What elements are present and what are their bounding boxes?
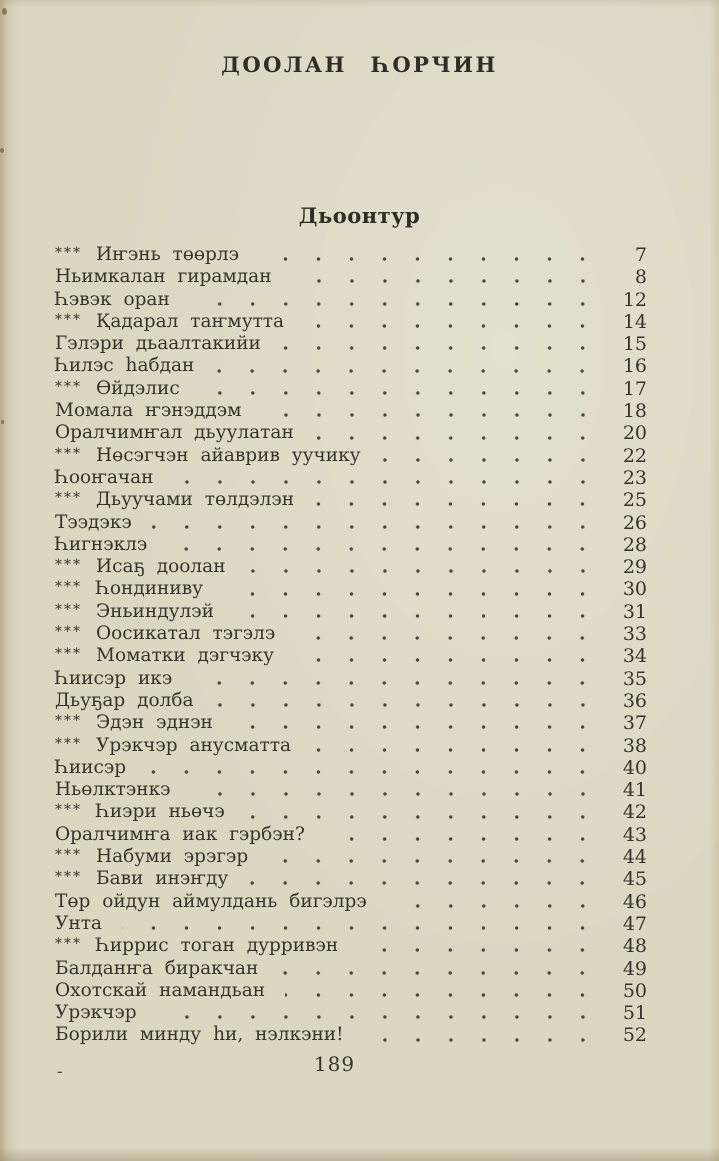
toc-entry-title: Балданҥа биракчан [55, 957, 259, 979]
dot-leader [295, 635, 599, 641]
dot-leader [259, 256, 599, 262]
toc-entry-title: Һооҥачан [55, 466, 154, 488]
toc-entry [55, 289, 647, 311]
toc-entry-stars: *** [55, 378, 82, 395]
toc-entry-page: 22 [622, 444, 647, 467]
toc-entry-title: Иҥэнь төөрлэ [96, 244, 240, 265]
toc-entry [55, 556, 647, 578]
toc-entry-title: Эдэн эднэн [96, 712, 213, 734]
toc-entry-title: Унта [55, 912, 102, 934]
toc-entry [55, 422, 647, 444]
toc-entry-page: 28 [622, 533, 647, 556]
toc-entry-title: Моматки дэгчэку [96, 645, 274, 667]
toc-entry [55, 244, 647, 266]
scan-speck [2, 8, 7, 15]
toc-entry-title: Урэкчэр [55, 1002, 137, 1024]
dot-leader [167, 546, 599, 552]
toc-entry-title: Оралчимҥал дьуулатан [55, 422, 294, 444]
dot-leader [157, 1014, 599, 1020]
toc-entry [55, 712, 647, 734]
toc-entry-title: Оралчимҥа иак гэрбэн? [55, 823, 305, 845]
toc-entry-page: 7 [634, 244, 647, 266]
footer-page-number: 189 [313, 1051, 356, 1076]
toc-entry-page: 14 [622, 310, 647, 333]
toc-entry-page: 25 [622, 489, 647, 512]
dot-leader [152, 524, 599, 530]
dot-leader [233, 724, 599, 730]
toc-entry-stars: *** [55, 311, 82, 328]
toc-entry-title: Һондиниву [96, 578, 204, 600]
dot-leader [381, 457, 599, 463]
toc-entry-title: Эньиндулэй [96, 600, 214, 622]
dot-leader [387, 903, 599, 909]
toc-entry-page: 26 [622, 511, 647, 534]
dot-leader [191, 791, 599, 797]
dot-leader [192, 680, 599, 686]
toc-entry-page: 50 [622, 979, 647, 1002]
dot-leader [248, 880, 599, 886]
toc-entry [55, 645, 647, 667]
toc-entry-page: 12 [622, 288, 647, 311]
toc-entry-page: 35 [622, 667, 647, 690]
toc-entry [55, 980, 647, 1002]
toc-entry-page: 42 [622, 801, 647, 824]
toc-entry [55, 601, 647, 623]
toc-entry-stars: *** [55, 245, 82, 261]
toc-entry-title: Набуми эрэгэр [96, 846, 249, 868]
toc-entry [55, 757, 647, 779]
dot-leader [190, 301, 599, 307]
dot-leader [358, 947, 599, 953]
toc-entry-page: 40 [622, 756, 647, 779]
toc-entry-title: Бави инэҥду [96, 868, 229, 890]
toc-entry-page: 8 [634, 266, 647, 289]
toc-entry-page: 17 [622, 377, 647, 400]
toc-entry [55, 1024, 647, 1046]
toc-entry-title: Гэлэри дьаалтакийи [55, 333, 261, 355]
toc-entry-stars: *** [55, 802, 82, 819]
toc-entry-title: Ньимкалан гирамдан [55, 266, 272, 288]
toc-entry-page: 18 [622, 400, 647, 423]
toc-entry-page: 38 [622, 734, 647, 757]
dot-leader [223, 591, 599, 597]
toc-entry-title: Борили минду һи, нэлкэни! [55, 1024, 344, 1046]
toc-entry-title: Өйдэлис [96, 377, 180, 399]
toc-entry [55, 735, 647, 757]
toc-entry-title: Һиррис тоган дурривэн [96, 935, 339, 957]
toc-entry [55, 779, 647, 801]
toc-entry-title: Момала ҥэнэддэм [55, 400, 242, 422]
toc-entry-page: 15 [622, 333, 647, 356]
toc-entry [55, 355, 647, 377]
toc-entry-title: Дьуҕар долба [55, 689, 194, 711]
toc-entry [55, 824, 647, 846]
toc-entry-stars: *** [55, 735, 82, 752]
toc-entry-page: 49 [622, 957, 647, 980]
toc-entry-title: Һиэри ньөчэ [96, 801, 225, 823]
dot-leader [294, 657, 599, 663]
toc-entry-title: Һилэс һабдан [55, 355, 195, 377]
toc-entry-page: 16 [622, 355, 647, 378]
toc-entry-title: Урэкчэр анусматта [96, 734, 291, 756]
toc-entry-stars: *** [55, 869, 82, 886]
toc-entry-stars: *** [55, 713, 82, 730]
toc-entry-page: 30 [622, 578, 647, 601]
toc-entry [55, 668, 647, 690]
toc-entry-stars: *** [55, 847, 82, 864]
toc-entry-page: 23 [622, 466, 647, 489]
toc-entry-page: 45 [622, 868, 647, 891]
dot-leader [214, 702, 599, 708]
toc-entry-stars: *** [55, 936, 82, 953]
toc-entry [55, 534, 647, 556]
toc-entry-page: 48 [622, 935, 647, 958]
dot-leader [122, 925, 599, 931]
toc-entry-page: 37 [622, 712, 647, 735]
toc-entry-title: Дьуучами төлдэлэн [96, 489, 295, 511]
toc-entry [55, 266, 647, 288]
toc-entry [55, 378, 647, 400]
toc-entry-title: Охотскай намандьан [55, 979, 266, 1001]
dot-leader [234, 613, 599, 619]
toc-entry [55, 958, 647, 980]
toc-entry-stars: *** [55, 646, 82, 663]
toc-entry [55, 512, 647, 534]
toc-entry-page: 46 [622, 890, 647, 913]
dot-leader [246, 568, 599, 574]
toc-entry [55, 623, 647, 645]
toc-entry-page: 44 [622, 846, 647, 869]
dot-leader [245, 814, 599, 820]
toc-entry [55, 935, 647, 957]
toc-entry-stars: *** [55, 579, 82, 596]
toc-entry-title: Ньөлктэнкэ [55, 779, 171, 801]
toc-entry-title: Исаҕ доолан [96, 556, 226, 578]
toc-entry-page: 29 [622, 556, 647, 579]
dot-leader [311, 747, 599, 753]
toc [0, 244, 719, 1047]
toc-entry-title: Һигнэклэ [55, 533, 148, 555]
dot-leader [174, 479, 599, 485]
toc-entry [55, 891, 647, 913]
dot-leader [214, 368, 599, 374]
toc-entry [55, 467, 647, 489]
toc-entry-page: 31 [622, 600, 647, 623]
toc-entry [55, 690, 647, 712]
toc-entry-title: Оосикатал тэгэлэ [96, 623, 276, 645]
toc-entry [55, 868, 647, 890]
toc-entry-title: Тээдэкэ [55, 511, 132, 533]
toc-entry-page: 43 [622, 823, 647, 846]
toc-entry-stars: *** [55, 490, 82, 507]
toc-entry-page: 51 [622, 1002, 647, 1025]
toc-entry-title: Һиисэр икэ [55, 667, 173, 689]
dot-leader [146, 769, 599, 775]
toc-entry [55, 445, 647, 467]
toc-entry-title: Төр ойдун аймулдань бигэлрэ [55, 890, 367, 912]
dot-leader [200, 390, 599, 396]
toc-entry [55, 489, 647, 511]
dot-leader [325, 836, 599, 842]
dot-leader [268, 858, 599, 864]
toc-entry [55, 913, 647, 935]
book-title: ДООЛАН ҺОРЧИН [221, 52, 498, 77]
toc-entry [55, 400, 647, 422]
dot-leader [314, 501, 599, 507]
toc-entry-stars: *** [55, 445, 82, 462]
dot-leader [364, 1037, 599, 1043]
toc-entry-title: Қадарал таҥмутта [96, 310, 285, 332]
margin-dash-mark: - [57, 1062, 63, 1082]
scan-speck [1, 420, 4, 424]
toc-entry [55, 801, 647, 823]
dot-leader [262, 412, 599, 418]
toc-entry [55, 311, 647, 333]
dot-leader [292, 278, 599, 284]
toc-entry-page: 33 [622, 623, 647, 646]
toc-entry-stars: *** [55, 557, 82, 574]
dot-leader [281, 345, 599, 351]
toc-entry [55, 578, 647, 600]
dot-leader [314, 435, 599, 441]
toc-entry-page: 36 [622, 689, 647, 712]
toc-entry-page: 52 [622, 1024, 647, 1047]
toc-entry-stars: *** [55, 601, 82, 618]
toc-entry [55, 846, 647, 868]
scan-speck [0, 148, 4, 153]
toc-entry-stars: *** [55, 624, 82, 641]
dot-leader [304, 323, 599, 329]
section-title: Дьоонтур [298, 203, 421, 228]
toc-entry-title: Нөсэгчэн айаврив уучику [96, 444, 361, 466]
toc-entry-page: 34 [622, 645, 647, 668]
toc-entry-title: Һэвэк оран [55, 288, 170, 310]
toc-entry-page: 41 [622, 779, 647, 802]
toc-entry-page: 47 [622, 912, 647, 935]
toc-entry [55, 1002, 647, 1024]
dot-leader [285, 992, 599, 998]
toc-entry-title: Һиисэр [55, 756, 127, 778]
dot-leader [278, 970, 599, 976]
toc-entry-page: 20 [622, 422, 647, 445]
toc-entry [55, 333, 647, 355]
